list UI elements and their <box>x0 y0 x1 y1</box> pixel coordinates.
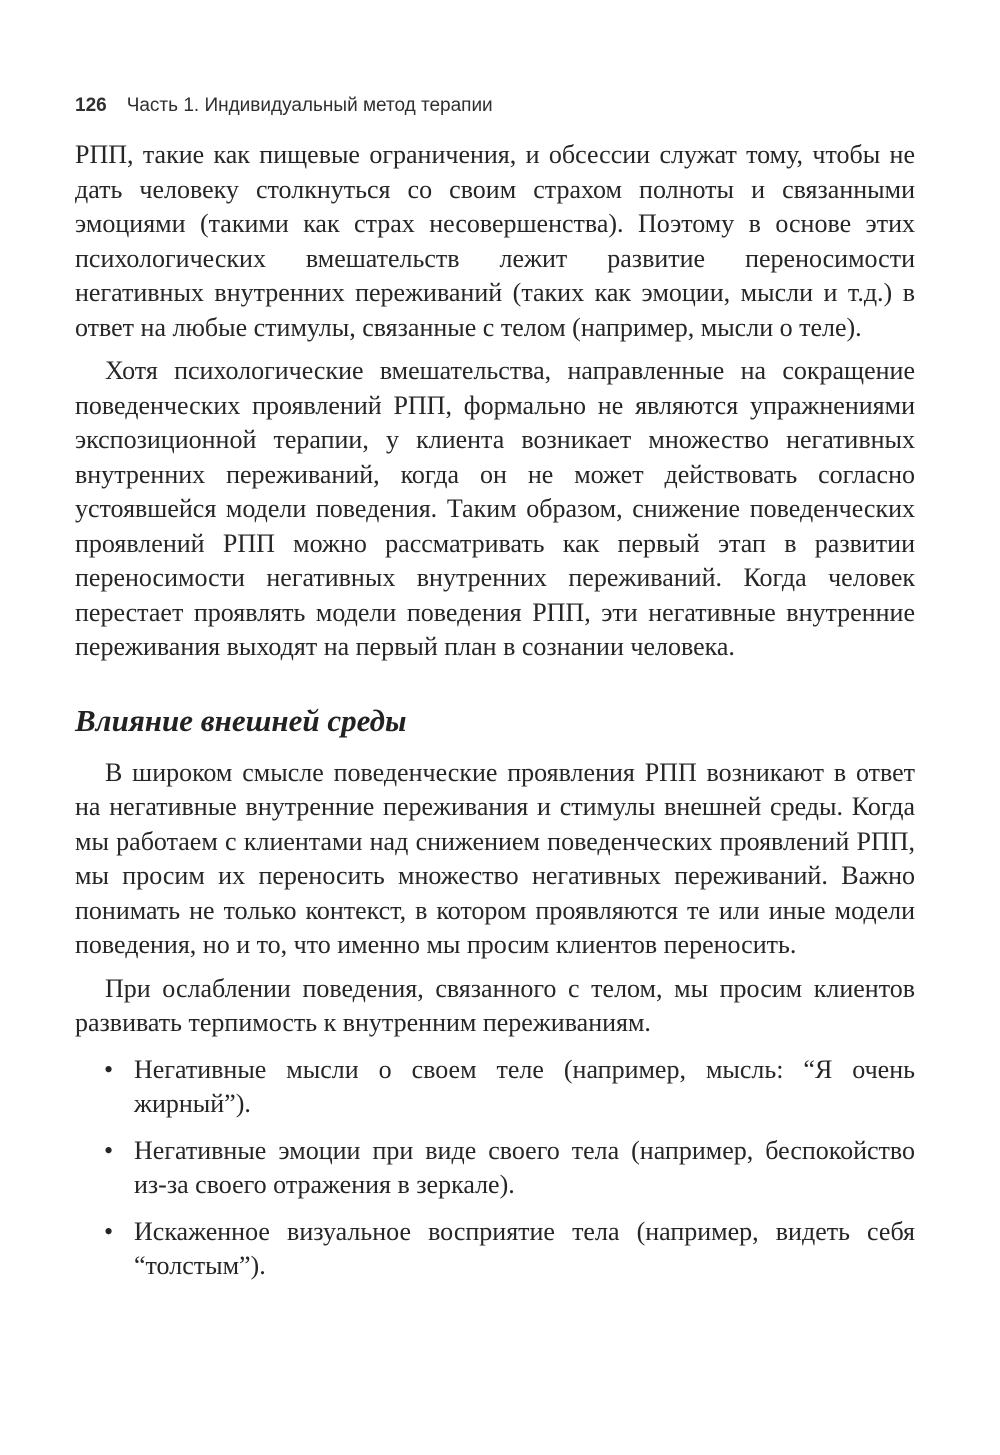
section-heading: Влияние внешней среды <box>75 702 407 738</box>
bullet-icon: • <box>104 1216 114 1246</box>
list-item-text: Негативные мысли о своем теле (например, мысль: “Я очень жирный”). <box>134 1054 915 1118</box>
list-item <box>75 1215 915 1284</box>
paragraph: Хотя психологические вмешательства, направленные на сокращение поведенческих проявлений РПП, формально не являются упражнениями экспозиционной терапии, у клиента возникает множество негативных внутренних переживаний, когда он не может действовать согласно устоявшейся модели поведения. Таким образом, снижение поведенческих проявлений РПП можно рассматривать как первый этап в развитии переносимости негативных внутренних переживаний. Когда человек перестает проявлять модели поведения РПП, эти негативные внутренние переживания выходят на первый план в сознании человека. <box>75 356 915 661</box>
page-number: 126 <box>75 95 107 116</box>
running-header <box>75 92 915 120</box>
bullet-icon: • <box>104 1135 114 1165</box>
list-item-text: Искаженное визуальное восприятие тела (например, видеть себя “толстым”). <box>134 1216 915 1280</box>
running-title: Часть 1. Индивидуальный метод терапии <box>126 95 493 116</box>
paragraph-continuation: РПП, такие как пищевые ограничения, и обсессии служат тому, чтобы не дать человеку столкнуться со своим страхом полноты и связанными эмоциями (такими как страх несовершенства). Поэтому в основе этих психологических вмешательств лежит развитие переносимости негативных внутренних переживаний (таких как эмоции, мысли и т.д.) в ответ на любые стимулы, связанные с телом (например, мысли о теле). <box>75 140 915 342</box>
bullet-list <box>75 1053 915 1284</box>
list-item <box>75 1134 915 1203</box>
book-page <box>75 92 915 1296</box>
list-item <box>75 1053 915 1122</box>
paragraph: В широком смысле поведенческие проявления РПП возникают в ответ на негативные внутренние переживания и стимулы внешней среды. Когда мы работаем с клиентами над снижением поведенческих проявлений РПП, мы просим их переносить множество негативных переживаний. Важно понимать не только контекст, в котором проявляются те или иные модели поведения, но и то, что именно мы просим клиентов переносить. <box>75 757 915 959</box>
bullet-icon: • <box>104 1054 114 1084</box>
paragraph: При ослаблении поведения, связанного с телом, мы просим клиентов развивать терпимость к внутренним переживаниям. <box>75 973 915 1037</box>
list-item-text: Негативные эмоции при виде своего тела (например, беспокойство из-за своего отражения в зеркале). <box>134 1135 915 1199</box>
